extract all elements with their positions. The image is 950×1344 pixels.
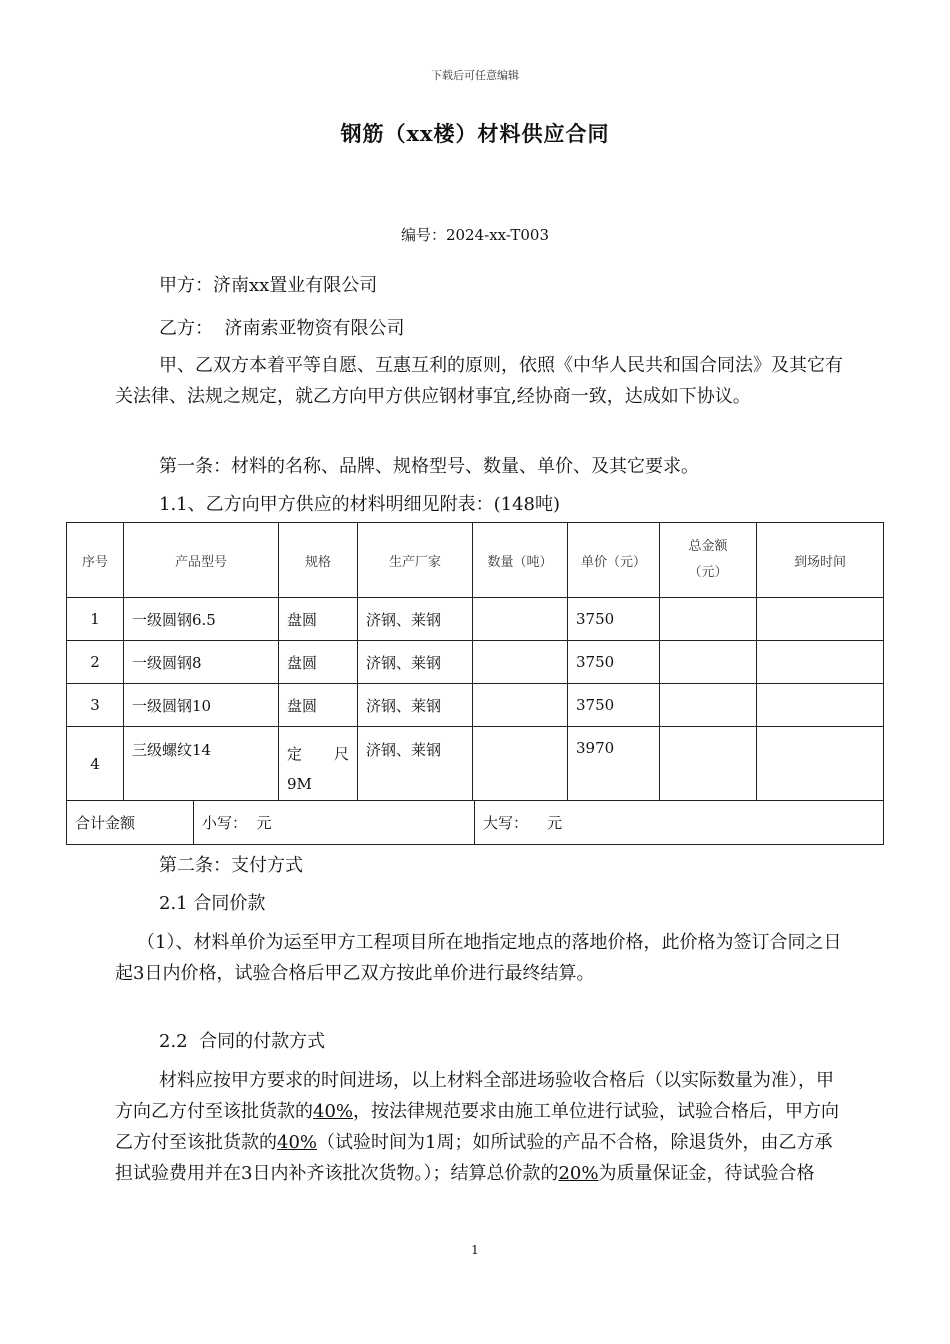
article-2-heading: 第二条：支付方式 bbox=[159, 855, 303, 876]
cell-qty bbox=[473, 641, 568, 684]
cell-spec: 盘圆 bbox=[279, 598, 358, 641]
payment-part2: ，按法律规范要求由施工单位进行试验，试验合格后，甲方向乙方付至该批货款的 bbox=[115, 1101, 840, 1153]
total-amount-table bbox=[66, 801, 884, 845]
payment-pct-1: 40% bbox=[313, 1101, 354, 1122]
cell-no: 4 bbox=[67, 727, 124, 801]
cell-maker: 济钢、莱钢 bbox=[358, 641, 473, 684]
payment-paragraph bbox=[115, 1065, 845, 1189]
cell-arrival bbox=[757, 684, 884, 727]
cell-maker: 济钢、莱钢 bbox=[358, 727, 473, 801]
header-maker: 生产厂家 bbox=[358, 523, 473, 598]
cell-qty bbox=[473, 598, 568, 641]
header-no: 序号 bbox=[67, 523, 124, 598]
total-row bbox=[67, 801, 884, 845]
cell-spec: 盘圆 bbox=[279, 641, 358, 684]
cell-model: 三级螺纹14 bbox=[124, 727, 279, 801]
contract-number: 编号：2024-xx-T003 bbox=[400, 226, 550, 244]
table-row bbox=[67, 598, 884, 641]
header-spec: 规格 bbox=[279, 523, 358, 598]
cell-no: 1 bbox=[67, 598, 124, 641]
cell-price: 3750 bbox=[568, 641, 660, 684]
article-2-1-text: （1）、材料单价为运至甲方工程项目所在地指定地点的落地价格，此价格为签订合同之日起3日内价格，试验合格后甲乙双方按此单价进行最终结算。 bbox=[115, 932, 842, 984]
header-price: 单价（元） bbox=[568, 523, 660, 598]
header-total-line2: （元） bbox=[688, 565, 728, 580]
cell-price: 3750 bbox=[568, 684, 660, 727]
header-model: 产品型号 bbox=[124, 523, 279, 598]
header-total bbox=[660, 523, 757, 598]
payment-pct-2: 40% bbox=[277, 1132, 318, 1153]
header-total-line1: 总金额 bbox=[688, 539, 728, 554]
cell-arrival bbox=[757, 641, 884, 684]
payment-pct-3: 20% bbox=[558, 1163, 599, 1184]
document-title: 钢筋（xx楼）材料供应合同 bbox=[340, 121, 610, 146]
cell-model: 一级圆钢8 bbox=[124, 641, 279, 684]
spec-part-b: 尺 bbox=[333, 745, 349, 763]
cell-arrival bbox=[757, 598, 884, 641]
cell-maker: 济钢、莱钢 bbox=[358, 598, 473, 641]
header-note: 下载后可任意编辑 bbox=[431, 69, 519, 82]
payment-part3: （试验时间为1周；如所试验的产品不合格，除退货外，由乙方承担试验费用并在3日内补齐该批次货物。）；结算总价款的 bbox=[115, 1132, 833, 1184]
party-a: 甲方：济南xx置业有限公司 bbox=[159, 275, 378, 296]
cell-price: 3970 bbox=[568, 727, 660, 801]
cell-qty bbox=[473, 727, 568, 801]
cell-maker: 济钢、莱钢 bbox=[358, 684, 473, 727]
cell-model: 一级圆钢10 bbox=[124, 684, 279, 727]
table-header-row bbox=[67, 523, 884, 598]
total-big: 大写： 元 bbox=[475, 801, 884, 845]
article-1-1: 1.1、乙方向甲方供应的材料明细见附表：(148吨) bbox=[159, 494, 561, 515]
cell-total bbox=[660, 598, 757, 641]
article-2-1: 2.1 合同价款 bbox=[159, 893, 266, 914]
cell-price: 3750 bbox=[568, 598, 660, 641]
cell-no: 3 bbox=[67, 684, 124, 727]
table-row bbox=[67, 727, 884, 801]
total-small: 小写： 元 bbox=[194, 801, 475, 845]
total-label: 合计金额 bbox=[67, 801, 194, 845]
table-row bbox=[67, 684, 884, 727]
payment-part4: 为质量保证金，待试验合格 bbox=[598, 1163, 815, 1184]
intro-paragraph: 甲、乙双方本着平等自愿、互惠互利的原则，依照《中华人民共和国合同法》及其它有关法律、法规之规定，就乙方向甲方供应钢材事宜,经协商一致，达成如下协议。 bbox=[115, 355, 843, 407]
spec-part-a: 定 bbox=[287, 745, 303, 763]
page-number: 1 bbox=[471, 1243, 479, 1257]
cell-no: 2 bbox=[67, 641, 124, 684]
materials-table bbox=[66, 522, 884, 801]
cell-arrival bbox=[757, 727, 884, 801]
spec-part-c: 9M bbox=[287, 775, 312, 793]
cell-spec bbox=[279, 727, 358, 801]
table-row bbox=[67, 641, 884, 684]
header-arrival: 到场时间 bbox=[757, 523, 884, 598]
cell-spec: 盘圆 bbox=[279, 684, 358, 727]
cell-model: 一级圆钢6.5 bbox=[124, 598, 279, 641]
payment-part1: 材料应按甲方要求的时间进场，以上材料全部进场验收合格后（以实际数量为准），甲方向乙方付至该批货款的 bbox=[115, 1070, 834, 1122]
cell-total bbox=[660, 727, 757, 801]
cell-total bbox=[660, 641, 757, 684]
article-1-heading: 第一条：材料的名称、品牌、规格型号、数量、单价、及其它要求。 bbox=[159, 456, 699, 477]
cell-total bbox=[660, 684, 757, 727]
article-2-2: 2.2 合同的付款方式 bbox=[159, 1031, 326, 1052]
cell-qty bbox=[473, 684, 568, 727]
spec-fixed-length bbox=[287, 739, 349, 769]
party-b: 乙方： 济南索亚物资有限公司 bbox=[159, 318, 405, 339]
header-qty: 数量（吨） bbox=[473, 523, 568, 598]
